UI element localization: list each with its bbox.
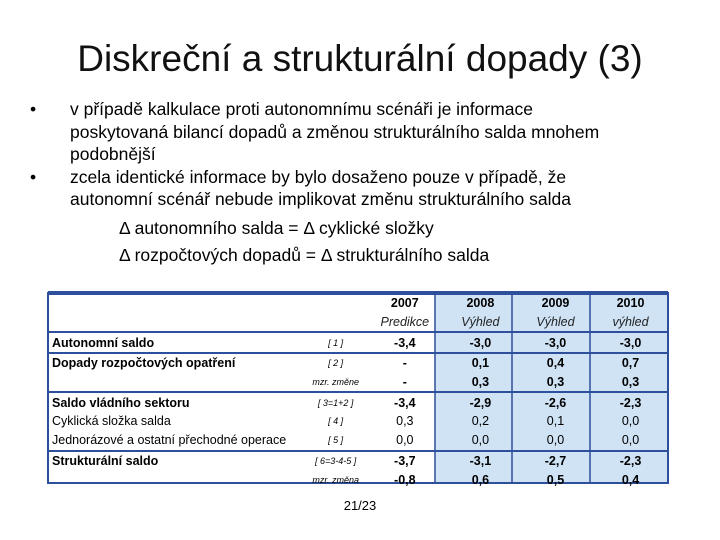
row-label: Saldo vládního sektoru [48, 392, 305, 412]
value-cell: -2,7 [518, 451, 593, 471]
header-blank [305, 313, 367, 333]
subtype-header: výhled [612, 315, 649, 330]
data-table [48, 294, 668, 489]
value-cell: -3,4 [367, 392, 443, 412]
table-subheader-row [48, 313, 668, 333]
value-cell: -2,6 [518, 392, 593, 412]
year-header: 2007 [390, 296, 419, 311]
value-cell: 0,4 [621, 472, 640, 487]
row-code: [ 5 ] [328, 435, 344, 446]
table-row [48, 451, 668, 471]
row-label: Autonomní saldo [48, 332, 305, 353]
header-blank [305, 294, 367, 313]
value-cell: 0,0 [471, 433, 490, 448]
subtype-header: Výhled [461, 315, 500, 330]
bullet-dot: • [30, 99, 37, 119]
value-cell: 0,0 [546, 433, 565, 448]
equation: Δ rozpočtových dopadů = Δ strukturálního salda [119, 244, 490, 265]
subtype-header: Výhled [536, 315, 575, 330]
year-header: 2010 [616, 296, 645, 311]
value-cell: 0,3 [621, 375, 640, 390]
slide-title: Diskreční a strukturální dopady (3) [77, 38, 643, 79]
row-code: [ 1 ] [305, 332, 367, 353]
row-label [48, 373, 305, 393]
subtype-header: Predikce [380, 315, 430, 330]
table-row [48, 470, 668, 489]
value-cell: 0,0 [621, 414, 640, 429]
year-header: 2009 [541, 296, 570, 311]
equation: Δ autonomního salda = Δ cyklické složky [119, 217, 434, 238]
value-cell: -3,0 [443, 332, 518, 353]
table-row [48, 353, 668, 373]
value-cell: 0,3 [546, 375, 565, 390]
row-label: Strukturální saldo [48, 451, 305, 471]
value-cell: -3,0 [518, 332, 593, 353]
value-cell: -3,4 [367, 332, 443, 353]
row-code: mzr. změna [312, 474, 360, 485]
table-row [48, 412, 668, 431]
value-cell: 0,3 [396, 414, 414, 429]
value-cell: 0,0 [621, 433, 640, 448]
value-cell: -2,3 [593, 392, 668, 412]
value-cell: 0,1 [546, 414, 565, 429]
page-number: 21/23 [343, 498, 377, 513]
bullet-line: zcela identické informace by bylo dosaženo pouze v případě, že [70, 166, 567, 187]
row-code: [ 2 ] [305, 353, 367, 373]
bullet-list [30, 98, 700, 269]
value-cell: 0,7 [593, 353, 668, 373]
value-cell: -2,9 [443, 392, 518, 412]
equation-list [30, 215, 700, 269]
bullet-item [30, 98, 700, 166]
bullet-line: poskytovaná bilancí dopadů a změnou strukturálního salda mnohem [70, 121, 600, 142]
table-row [48, 332, 668, 353]
header-blank [48, 313, 305, 333]
table-header-row [48, 294, 668, 313]
value-cell: 0,0 [396, 433, 414, 448]
table-row [48, 431, 668, 451]
year-header: 2008 [466, 296, 495, 311]
row-code: mzr. změne [312, 377, 360, 388]
row-label: Cyklická složka salda [52, 414, 171, 429]
bullet-dot: • [30, 166, 37, 187]
bullet-line: podobnější [70, 144, 156, 164]
row-label: Jednorázové a ostatní přechodné operace [52, 433, 287, 448]
value-cell: 0,5 [546, 472, 565, 487]
row-label: Dopady rozpočtových opatření [48, 353, 305, 373]
value-cell: - [402, 375, 407, 390]
value-cell: 0,3 [471, 375, 490, 390]
value-cell: 0,6 [471, 472, 490, 487]
value-cell: -0,8 [394, 472, 416, 487]
value-cell: 0,4 [518, 353, 593, 373]
value-cell: 0,1 [443, 353, 518, 373]
fiscal-table [46, 291, 670, 485]
value-cell: -3,1 [443, 451, 518, 471]
row-label [48, 470, 305, 489]
table-row [48, 392, 668, 412]
value-cell: -2,3 [593, 451, 668, 471]
value-cell: -3,7 [367, 451, 443, 471]
row-code: [ 3=1+2 ] [305, 392, 367, 412]
header-blank [48, 294, 305, 313]
row-code: [ 6=3-4-5 ] [305, 451, 367, 471]
value-cell: - [367, 353, 443, 373]
bullet-line: autonomní scénář nebude implikovat změnu strukturálního salda [70, 189, 571, 209]
bullet-item [30, 166, 700, 211]
bullet-line: v případě kalkulace proti autonomnímu scénáři je informace [70, 99, 534, 119]
value-cell: -3,0 [593, 332, 668, 353]
value-cell: 0,2 [471, 414, 490, 429]
table-row [48, 373, 668, 393]
row-code: [ 4 ] [328, 416, 344, 427]
